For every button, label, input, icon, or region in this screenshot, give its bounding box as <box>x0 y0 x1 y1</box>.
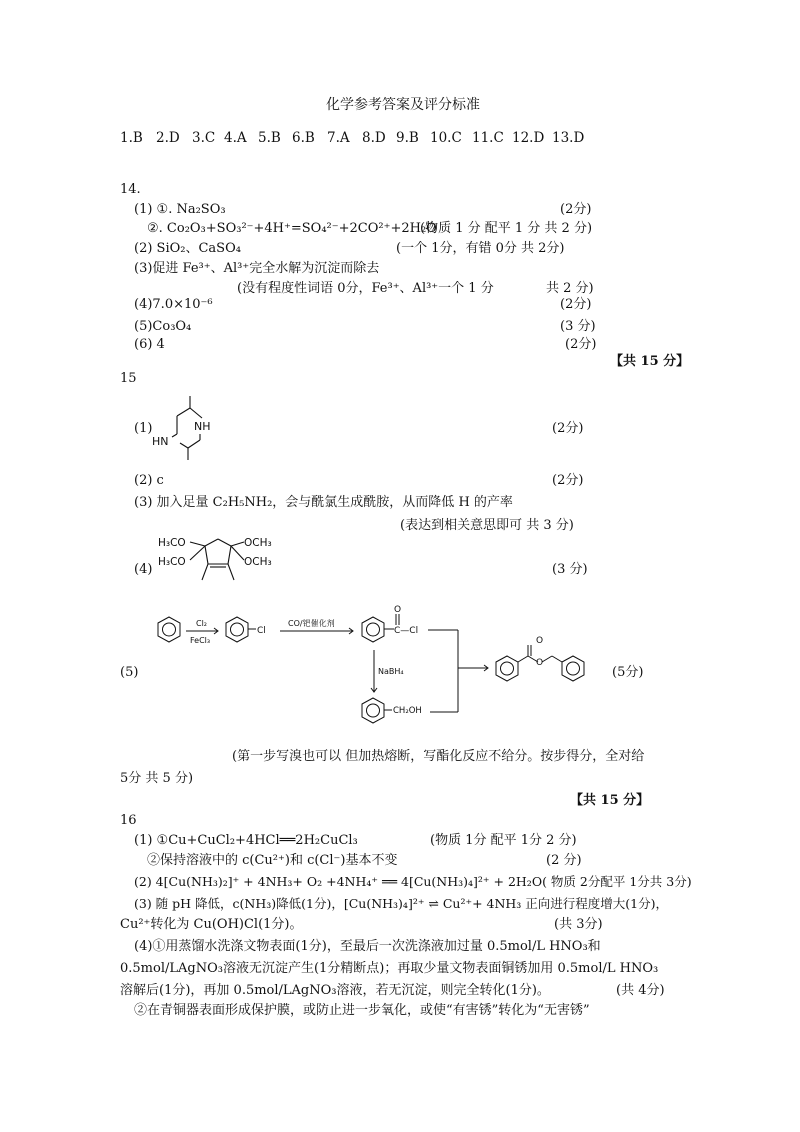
mc-answer: 10.C <box>430 130 462 146</box>
tetramethoxy-structure <box>150 532 290 596</box>
q15-line: (2) c <box>134 473 164 488</box>
q14-line: (6) 4 <box>134 337 165 352</box>
q14-line: (4)7.0×10⁻⁶ <box>134 297 213 312</box>
mc-answer: 13.D <box>552 130 585 146</box>
mc-answer: 11.C <box>472 130 504 146</box>
q14-score: (2分) <box>560 297 592 312</box>
q14-score: (一个 1分，有错 0分 共 2分) <box>396 241 565 256</box>
q16-line: (2) 4[Cu(NH₃)₂]⁺ + 4NH₃+ O₂ +4NH₄⁺ ══ 4[Cu(NH₃)₄]²⁺ + 2H₂O( 物质 2分配平 1分共 3分) <box>134 874 692 889</box>
q16-line: Cu²⁺转化为 Cu(OH)Cl(1分)。 <box>120 917 303 932</box>
q16-line: 溶解后(1分)，再加 0.5mol/LAgNO₃溶液，若无沉淀，则完全转化(1分)。 <box>120 983 550 998</box>
atom-label: Cl <box>257 626 266 636</box>
q14-line: (5)Co₃O₄ <box>134 319 192 334</box>
mc-answer: 2.D <box>156 130 180 146</box>
q16-line: ②保持溶液中的 c(Cu²⁺)和 c(Cl⁻)基本不变 <box>147 853 398 868</box>
reagent-label: FeCl₃ <box>190 636 211 645</box>
q14-score: (2分) <box>560 202 592 217</box>
methoxy-label: OCH₃ <box>244 556 272 568</box>
mc-answer: 8.D <box>362 130 386 146</box>
benzene-ring <box>496 656 518 681</box>
q16-line: (3) 随 pH 降低，c(NH₃)降低(1分)，[Cu(NH₃)₄]²⁺ ⇌ Cu²⁺+ 4NH₃ 正向进行程度增大(1分)， <box>134 896 669 911</box>
q14-number: 14. <box>120 182 141 197</box>
atom-label: C—Cl <box>394 626 419 636</box>
q14-score: (物质 1 分 配平 1 分 共 2 分) <box>420 221 593 236</box>
hn-label: HN <box>152 435 169 448</box>
mc-answer: 5.B <box>258 130 281 146</box>
q15-line: (5) <box>120 665 139 680</box>
mc-answer: 3.C <box>192 130 216 146</box>
atom-label: CH₂OH <box>393 706 422 716</box>
q14-line: (没有程度性词语 0分，Fe³⁺、Al³⁺一个 1 分 <box>237 281 494 296</box>
methoxy-label: OCH₃ <box>244 537 272 549</box>
q16-line: ②在青铜器表面形成保护膜，或防止进一步氧化，或使“有害锈”转化为“无害锈” <box>134 1003 590 1018</box>
reagent-label: Cl₂ <box>196 619 208 628</box>
q14-line: (3)促进 Fe³⁺、Al³⁺完全水解为沉淀而除去 <box>134 261 380 276</box>
methoxy-label: H₃CO <box>158 556 186 568</box>
q16-score: (2 分) <box>546 853 582 868</box>
q14-score: (3 分) <box>560 319 596 334</box>
q16-score: (共 3分) <box>554 917 603 932</box>
q14-score: 共 2 分) <box>546 281 594 296</box>
atom-label: O <box>536 658 544 668</box>
q15-note: (第一步写溴也可以 但加热熔断，写酯化反应不给分。按步得分，全对给 <box>232 749 645 764</box>
mc-answer: 12.D <box>512 130 545 146</box>
mc-answer: 6.B <box>292 130 315 146</box>
q15-score: (2分) <box>552 421 584 436</box>
q16-score: (共 4分) <box>616 983 665 998</box>
mc-answer: 9.B <box>396 130 419 146</box>
q15-number: 15 <box>120 371 137 386</box>
q15-total: 【共 15 分】 <box>570 793 650 808</box>
q15-line: (3) 加入足量 C₂H₅NH₂，会与酰氯生成酰胺，从而降低 H 的产率 <box>134 495 513 510</box>
atom-label: O <box>394 605 402 615</box>
benzene-ring <box>158 617 180 642</box>
nh-label: NH <box>194 420 211 433</box>
q14-total: 【共 15 分】 <box>610 354 690 369</box>
q16-line: (4)①用蒸馏水洗涤文物表面(1分)，至最后一次洗涤液加过量 0.5mol/L HNO₃和 <box>134 939 601 954</box>
reagent-label: NaBH₄ <box>378 667 404 676</box>
q14-line: ②. Co₂O₃+SO₃²⁻+4H⁺=SO₄²⁻+2CO²⁺+2H₂O <box>147 221 437 236</box>
q16-score: (物质 1分 配平 1分 2 分) <box>430 833 577 848</box>
q16-line: (1) ①Cu+CuCl₂+4HCl══2H₂CuCl₃ <box>134 833 358 848</box>
q14-line: (1) ①. Na₂SO₃ <box>134 202 226 217</box>
q16-number: 16 <box>120 813 137 828</box>
q15-line: (1) <box>134 421 153 436</box>
benzene-ring <box>562 656 584 681</box>
mc-answer: 4.A <box>224 130 247 146</box>
mc-answer: 1.B <box>120 130 143 146</box>
benzene-ring <box>226 617 248 642</box>
page-title: 化学参考答案及评分标准 <box>326 97 480 113</box>
benzene-circle <box>163 623 176 636</box>
reagent-label: CO/钯催化剂 <box>288 619 335 628</box>
synthesis-scheme <box>138 600 618 750</box>
q15-score: (5分) <box>612 665 644 680</box>
piperazine-structure <box>150 390 230 468</box>
benzene-ring <box>362 698 384 723</box>
atom-label: O <box>536 636 544 646</box>
q15-score: (3 分) <box>552 562 588 577</box>
q15-note: 5分 共 5 分) <box>120 771 194 786</box>
mc-answer: 7.A <box>327 130 350 146</box>
q15-line: (4) <box>134 562 153 577</box>
q14-score: (2分) <box>565 337 597 352</box>
q15-score: (2分) <box>552 473 584 488</box>
q15-score: (表达到相关意思即可 共 3 分) <box>400 518 574 533</box>
q14-line: (2) SiO₂、CaSO₄ <box>134 241 241 256</box>
methoxy-label: H₃CO <box>158 537 186 549</box>
benzene-ring <box>362 617 384 642</box>
q16-line: 0.5mol/LAgNO₃溶液无沉淀产生(1分精断点)；再取少量文物表面铜锈加用 0.5mol/L HNO₃ <box>120 961 659 976</box>
